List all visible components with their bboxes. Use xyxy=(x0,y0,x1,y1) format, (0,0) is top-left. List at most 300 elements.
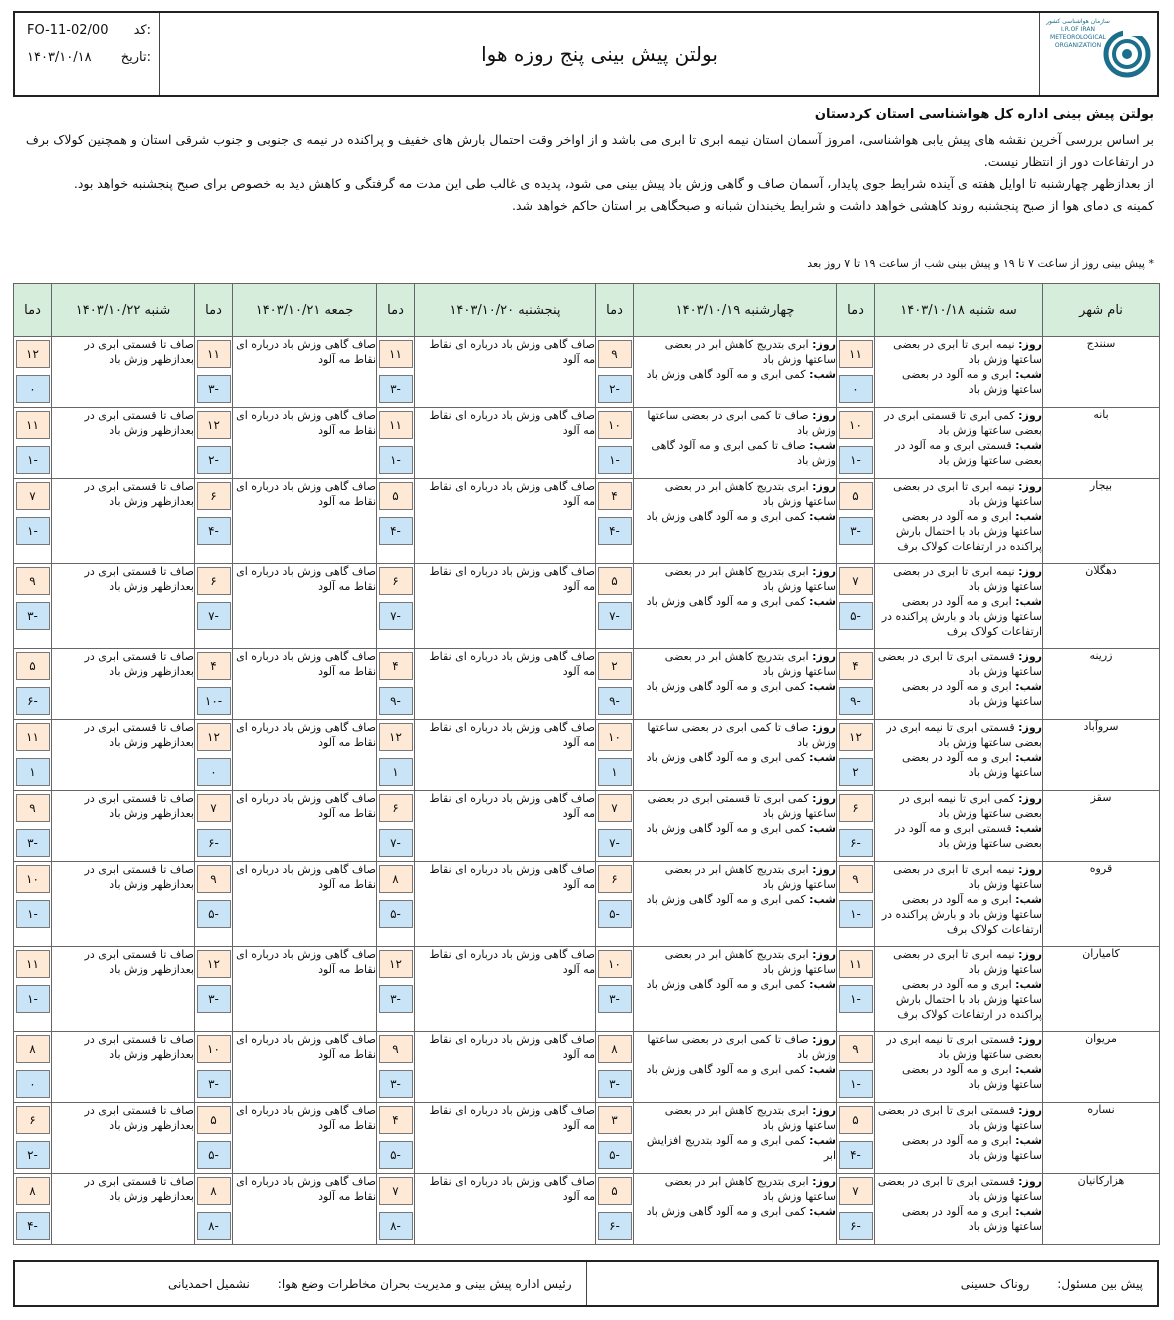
forecast-text: صاف گاهی وزش باد درباره ای نقاط مه آلود xyxy=(236,1033,376,1061)
temperature-cell xyxy=(195,408,233,479)
night-forecast: کمی ابری و مه آلود بتدریج افزایش ابر xyxy=(646,1134,836,1162)
min-temperature: -۲ xyxy=(16,1141,50,1169)
night-forecast: ابری و مه آلود در بعضی ساعتها وزش باد و بارش پراکنده در ارتفاعات کولاک برف xyxy=(881,595,1042,638)
max-temperature: ۵ xyxy=(839,482,873,510)
temperature-cell xyxy=(377,479,415,564)
min-temperature: -۴ xyxy=(839,1141,873,1169)
day-label: روز: xyxy=(1018,409,1042,422)
max-temperature: ۵ xyxy=(839,1106,873,1134)
min-temperature: -۳ xyxy=(379,985,413,1013)
forecast-cell xyxy=(52,564,195,649)
forecast-text: صاف تا قسمتی ابری در بعدازظهر وزش باد xyxy=(84,1175,194,1203)
temp-column-header: دما xyxy=(377,284,415,337)
page-title: بولتن پیش بینی پنج روزه هوا xyxy=(481,42,718,66)
day-column-header: سه شنبه ۱۴۰۳/۱۰/۱۸ xyxy=(875,284,1043,337)
day-label: روز: xyxy=(1018,863,1042,876)
max-temperature: ۱۰ xyxy=(598,723,632,751)
temperature-cell xyxy=(837,649,875,720)
table-row xyxy=(14,649,1160,720)
day-label: روز: xyxy=(812,1175,836,1188)
forecast-text: صاف گاهی وزش باد درباره ای نقاط مه آلود xyxy=(429,721,595,749)
max-temperature: ۹ xyxy=(598,340,632,368)
forecast-text: صاف تا قسمتی ابری در بعدازظهر وزش باد xyxy=(84,863,194,891)
temperature-cell xyxy=(14,337,52,408)
temperature-cell xyxy=(596,1103,634,1174)
max-temperature: ۱۲ xyxy=(16,340,50,368)
forecast-cell xyxy=(634,791,837,862)
city-name: کامیاران xyxy=(1043,947,1160,1032)
day-forecast: نیمه ابری تا ابری در بعضی ساعتها وزش باد xyxy=(893,863,1042,891)
night-forecast: ابری و مه آلود در بعضی ساعتها وزش باد xyxy=(901,751,1042,779)
max-temperature: ۶ xyxy=(379,567,413,595)
min-temperature: ۱ xyxy=(16,758,50,786)
forecast-text: صاف تا قسمتی ابری در بعدازظهر وزش باد xyxy=(84,480,194,508)
day-label: روز: xyxy=(812,792,836,805)
forecast-text: صاف گاهی وزش باد درباره ای نقاط مه آلود xyxy=(236,650,376,678)
forecast-cell xyxy=(52,1103,195,1174)
forecast-cell xyxy=(52,791,195,862)
day-forecast: ابری بتدریج کاهش ابر در بعضی ساعتها وزش باد xyxy=(664,338,836,366)
day-label: روز: xyxy=(812,948,836,961)
temperature-cell xyxy=(377,947,415,1032)
day-forecast: ابری بتدریج کاهش ابر در بعضی ساعتها وزش باد xyxy=(664,1104,836,1132)
forecast-cell xyxy=(415,1103,596,1174)
forecast-cell xyxy=(415,479,596,564)
bulletin-footer xyxy=(13,1260,1159,1307)
temperature-cell xyxy=(377,649,415,720)
temperature-cell xyxy=(377,408,415,479)
night-forecast: کمی ابری و مه آلود گاهی وزش باد xyxy=(646,1205,806,1218)
temperature-cell xyxy=(14,720,52,791)
max-temperature: ۸ xyxy=(197,1177,231,1205)
day-forecast: صاف تا کمی ابری در بعضی ساعتها وزش باد xyxy=(647,409,836,437)
max-temperature: ۱۲ xyxy=(197,723,231,751)
forecast-table xyxy=(13,283,1160,1245)
temperature-cell xyxy=(837,408,875,479)
head-signature xyxy=(15,1262,586,1305)
min-temperature: ۱ xyxy=(598,758,632,786)
day-label: روز: xyxy=(1018,338,1042,351)
day-forecast: ابری بتدریج کاهش ابر در بعضی ساعتها وزش باد xyxy=(664,650,836,678)
max-temperature: ۱۰ xyxy=(839,411,873,439)
forecast-cell xyxy=(415,564,596,649)
night-label: شب: xyxy=(809,680,836,693)
max-temperature: ۹ xyxy=(197,865,231,893)
min-temperature: -۱ xyxy=(16,517,50,545)
max-temperature: ۱۱ xyxy=(16,411,50,439)
min-temperature: -۲ xyxy=(598,375,632,403)
min-temperature: -۷ xyxy=(598,602,632,630)
temperature-cell xyxy=(837,1174,875,1245)
max-temperature: ۵ xyxy=(379,482,413,510)
temperature-cell xyxy=(14,947,52,1032)
max-temperature: ۹ xyxy=(839,1035,873,1063)
night-label: شب: xyxy=(809,439,836,452)
forecast-text: صاف گاهی وزش باد درباره ای نقاط مه آلود xyxy=(236,948,376,976)
min-temperature: -۶ xyxy=(839,1212,873,1240)
night-forecast: کمی ابری و مه آلود گاهی وزش باد xyxy=(646,751,806,764)
forecast-cell xyxy=(415,947,596,1032)
min-temperature: -۱ xyxy=(598,446,632,474)
temperature-cell xyxy=(596,337,634,408)
day-forecast: ابری بتدریج کاهش ابر در بعضی ساعتها وزش باد xyxy=(664,480,836,508)
forecast-cell xyxy=(52,479,195,564)
city-name: سروآباد xyxy=(1043,720,1160,791)
min-temperature: -۶ xyxy=(839,829,873,857)
city-name: بیجار xyxy=(1043,479,1160,564)
forecast-text: صاف گاهی وزش باد درباره ای نقاط مه آلود xyxy=(429,1104,595,1132)
day-label: روز: xyxy=(812,863,836,876)
temp-column-header: دما xyxy=(195,284,233,337)
night-label: شب: xyxy=(809,1063,836,1076)
min-temperature: -۵ xyxy=(598,1141,632,1169)
min-temperature: ۰ xyxy=(839,375,873,403)
night-forecast: ابری و مه آلود در بعضی ساعتها وزش باد xyxy=(901,368,1042,396)
night-label: شب: xyxy=(1015,510,1042,523)
min-temperature: -۱ xyxy=(839,900,873,928)
max-temperature: ۴ xyxy=(197,652,231,680)
min-temperature: -۱ xyxy=(379,446,413,474)
day-forecast: کمی ابری تا قسمتی ابری در بعضی ساعتها وزش باد xyxy=(884,409,1042,437)
day-forecast: کمی ابری تا نیمه ابری در بعضی ساعتها وزش باد xyxy=(899,792,1042,820)
max-temperature: ۱۱ xyxy=(16,723,50,751)
max-temperature: ۵ xyxy=(16,652,50,680)
forecast-cell xyxy=(634,564,837,649)
city-name: دهگلان xyxy=(1043,564,1160,649)
organization-logo xyxy=(1039,13,1157,95)
min-temperature: -۴ xyxy=(16,1212,50,1240)
forecast-cell xyxy=(233,1032,377,1103)
min-temperature: ۲ xyxy=(839,758,873,786)
forecast-cell xyxy=(634,479,837,564)
min-temperature: -۴ xyxy=(197,517,231,545)
day-forecast: نیمه ابری تا ابری در بعضی ساعتها وزش باد xyxy=(893,948,1042,976)
city-name: سقز xyxy=(1043,791,1160,862)
forecast-cell xyxy=(634,337,837,408)
forecaster-label: پیش بین مسئول: xyxy=(1057,1276,1143,1291)
max-temperature: ۱۰ xyxy=(197,1035,231,1063)
night-forecast: ابری و مه آلود در بعضی ساعتها وزش باد xyxy=(901,1134,1042,1162)
table-row xyxy=(14,1032,1160,1103)
temperature-cell xyxy=(14,564,52,649)
temperature-cell xyxy=(837,1032,875,1103)
min-temperature: -۵ xyxy=(197,900,231,928)
forecast-text: صاف تا قسمتی ابری در بعدازظهر وزش باد xyxy=(84,721,194,749)
temperature-cell xyxy=(837,479,875,564)
min-temperature: -۵ xyxy=(197,1141,231,1169)
min-temperature: -۸ xyxy=(197,1212,231,1240)
max-temperature: ۶ xyxy=(197,482,231,510)
temperature-cell xyxy=(596,1032,634,1103)
forecast-cell xyxy=(634,720,837,791)
day-label: روز: xyxy=(812,565,836,578)
table-row xyxy=(14,1174,1160,1245)
max-temperature: ۱۰ xyxy=(598,411,632,439)
temperature-cell xyxy=(596,564,634,649)
max-temperature: ۱۲ xyxy=(379,950,413,978)
temperature-cell xyxy=(377,862,415,947)
day-label: روز: xyxy=(812,338,836,351)
min-temperature: -۱۰ xyxy=(197,687,231,715)
night-forecast: ابری و مه آلود در بعضی ساعتها وزش باد و بارش پراکنده در ارتفاعات کولاک برف xyxy=(881,893,1042,936)
min-temperature: -۵ xyxy=(379,1141,413,1169)
forecast-text: صاف گاهی وزش باد درباره ای نقاط مه آلود xyxy=(236,1175,376,1203)
night-forecast: کمی ابری و مه آلود گاهی وزش باد xyxy=(646,595,806,608)
max-temperature: ۱۰ xyxy=(16,865,50,893)
forecast-cell xyxy=(233,791,377,862)
temp-column-header: دما xyxy=(596,284,634,337)
day-column-header: پنجشنبه ۱۴۰۳/۱۰/۲۰ xyxy=(415,284,596,337)
max-temperature: ۵ xyxy=(598,1177,632,1205)
forecast-summary xyxy=(24,104,1154,217)
forecast-text: صاف گاهی وزش باد درباره ای نقاط مه آلود xyxy=(429,863,595,891)
max-temperature: ۶ xyxy=(197,567,231,595)
temperature-cell xyxy=(195,1174,233,1245)
forecast-cell xyxy=(233,947,377,1032)
night-forecast: کمی ابری و مه آلود گاهی وزش باد xyxy=(646,680,806,693)
temperature-cell xyxy=(837,337,875,408)
day-label: روز: xyxy=(1018,1175,1042,1188)
city-name: هزارکانیان xyxy=(1043,1174,1160,1245)
max-temperature: ۸ xyxy=(379,865,413,893)
forecast-cell xyxy=(875,408,1043,479)
day-forecast: ابری بتدریج کاهش ابر در بعضی ساعتها وزش باد xyxy=(664,948,836,976)
day-column-header: چهارشنبه ۱۴۰۳/۱۰/۱۹ xyxy=(634,284,837,337)
max-temperature: ۳ xyxy=(598,1106,632,1134)
night-label: شب: xyxy=(809,751,836,764)
min-temperature: -۶ xyxy=(16,687,50,715)
head-name: نشمیل احمدیانی xyxy=(167,1276,250,1291)
temperature-cell xyxy=(195,1103,233,1174)
forecast-cell xyxy=(233,479,377,564)
min-temperature: -۶ xyxy=(598,1212,632,1240)
day-label: روز: xyxy=(1018,650,1042,663)
day-forecast: کمی ابری تا قسمتی ابری در بعضی ساعتها وزش باد xyxy=(647,792,836,820)
max-temperature: ۴ xyxy=(598,482,632,510)
day-label: روز: xyxy=(812,1104,836,1117)
day-forecast: قسمتی ابری تا نیمه ابری در بعضی ساعتها وزش باد xyxy=(886,1033,1042,1061)
temperature-cell xyxy=(377,1174,415,1245)
forecast-text: صاف تا قسمتی ابری در بعدازظهر وزش باد xyxy=(84,409,194,437)
temperature-cell xyxy=(837,947,875,1032)
date-label: تاریخ: xyxy=(120,50,151,65)
forecast-cell xyxy=(875,862,1043,947)
code-label: کد: xyxy=(133,23,151,38)
forecast-cell xyxy=(875,947,1043,1032)
night-forecast: ابری و مه آلود در بعضی ساعتها وزش باد xyxy=(901,680,1042,708)
day-label: روز: xyxy=(812,1033,836,1046)
forecast-cell xyxy=(875,649,1043,720)
forecast-cell xyxy=(415,1174,596,1245)
forecast-text: صاف تا قسمتی ابری در بعدازظهر وزش باد xyxy=(84,650,194,678)
max-temperature: ۷ xyxy=(16,482,50,510)
min-temperature: -۳ xyxy=(197,1070,231,1098)
day-label: روز: xyxy=(1018,1033,1042,1046)
forecast-cell xyxy=(875,791,1043,862)
forecast-cell xyxy=(52,720,195,791)
night-label: شب: xyxy=(1015,978,1042,991)
forecast-cell xyxy=(233,337,377,408)
forecast-cell xyxy=(875,720,1043,791)
table-row xyxy=(14,408,1160,479)
day-column-header: جمعه ۱۴۰۳/۱۰/۲۱ xyxy=(233,284,377,337)
temperature-cell xyxy=(837,791,875,862)
max-temperature: ۱۲ xyxy=(197,411,231,439)
day-label: روز: xyxy=(1018,480,1042,493)
temp-column-header: دما xyxy=(837,284,875,337)
max-temperature: ۴ xyxy=(839,652,873,680)
temperature-cell xyxy=(195,564,233,649)
temperature-cell xyxy=(14,791,52,862)
max-temperature: ۸ xyxy=(16,1177,50,1205)
min-temperature: -۳ xyxy=(197,375,231,403)
temperature-cell xyxy=(837,564,875,649)
max-temperature: ۹ xyxy=(16,567,50,595)
code-value: FO-11-02/00 xyxy=(27,23,109,38)
forecast-cell xyxy=(233,720,377,791)
min-temperature: -۳ xyxy=(598,985,632,1013)
day-label: روز: xyxy=(812,650,836,663)
temperature-cell xyxy=(195,862,233,947)
forecast-text: صاف گاهی وزش باد درباره ای نقاط مه آلود xyxy=(236,1104,376,1132)
temp-column-header: دما xyxy=(14,284,52,337)
max-temperature: ۱۱ xyxy=(839,950,873,978)
forecast-cell xyxy=(52,337,195,408)
day-label: روز: xyxy=(1018,948,1042,961)
max-temperature: ۲ xyxy=(598,652,632,680)
forecast-cell xyxy=(233,408,377,479)
forecast-time-note: * پیش بینی روز از ساعت ۷ تا ۱۹ و پیش بینی شب از ساعت ۱۹ تا ۷ روز بعد xyxy=(807,257,1154,270)
min-temperature: -۷ xyxy=(598,829,632,857)
forecast-text: صاف تا قسمتی ابری در بعدازظهر وزش باد xyxy=(84,565,194,593)
forecast-cell xyxy=(875,1032,1043,1103)
forecast-cell xyxy=(634,1103,837,1174)
min-temperature: -۱ xyxy=(839,1070,873,1098)
temperature-cell xyxy=(596,791,634,862)
night-label: شب: xyxy=(809,822,836,835)
night-forecast: ابری و مه آلود در بعضی ساعتها وزش باد xyxy=(901,1205,1042,1233)
temperature-cell xyxy=(14,649,52,720)
max-temperature: ۹ xyxy=(839,865,873,893)
logo-text: سازمان هواشناسی کشور I.R.OF IRAN METEOROLOGICAL ORGANIZATION xyxy=(1046,18,1110,49)
night-label: شب: xyxy=(809,368,836,381)
max-temperature: ۴ xyxy=(379,652,413,680)
night-forecast: کمی ابری و مه آلود گاهی وزش باد xyxy=(646,893,806,906)
table-row xyxy=(14,1103,1160,1174)
table-row xyxy=(14,479,1160,564)
night-label: شب: xyxy=(809,510,836,523)
forecast-cell xyxy=(875,564,1043,649)
temperature-cell xyxy=(596,649,634,720)
night-label: شب: xyxy=(809,1205,836,1218)
min-temperature: -۴ xyxy=(598,517,632,545)
night-label: شب: xyxy=(1015,1134,1042,1147)
forecast-cell xyxy=(52,1032,195,1103)
forecast-cell xyxy=(233,862,377,947)
night-label: شب: xyxy=(809,978,836,991)
max-temperature: ۱۲ xyxy=(839,723,873,751)
forecast-cell xyxy=(415,649,596,720)
min-temperature: -۷ xyxy=(197,602,231,630)
max-temperature: ۶ xyxy=(379,794,413,822)
forecast-text: صاف گاهی وزش باد درباره ای نقاط مه آلود xyxy=(236,480,376,508)
min-temperature: -۱ xyxy=(16,446,50,474)
temperature-cell xyxy=(195,649,233,720)
forecast-cell xyxy=(233,1174,377,1245)
forecast-text: صاف گاهی وزش باد درباره ای نقاط مه آلود xyxy=(429,1033,595,1061)
night-forecast: قسمتی ابری و مه آلود در بعضی ساعتها وزش باد xyxy=(895,822,1042,850)
forecast-cell xyxy=(634,862,837,947)
max-temperature: ۴ xyxy=(379,1106,413,1134)
night-label: شب: xyxy=(1015,751,1042,764)
summary-title: بولتن پیش بینی اداره کل هواشناسی استان کردستان xyxy=(814,107,1154,122)
max-temperature: ۱۱ xyxy=(197,340,231,368)
logo-spiral-icon xyxy=(1103,21,1151,87)
max-temperature: ۵ xyxy=(598,567,632,595)
table-row xyxy=(14,862,1160,947)
forecast-text: صاف تا قسمتی ابری در بعدازظهر وزش باد xyxy=(84,1033,194,1061)
day-forecast: نیمه ابری تا ابری در بعضی ساعتها وزش باد xyxy=(893,338,1042,366)
max-temperature: ۷ xyxy=(379,1177,413,1205)
city-name: مریوان xyxy=(1043,1032,1160,1103)
min-temperature: -۳ xyxy=(598,1070,632,1098)
max-temperature: ۹ xyxy=(16,794,50,822)
forecast-text: صاف گاهی وزش باد درباره ای نقاط مه آلود xyxy=(236,863,376,891)
temperature-cell xyxy=(596,720,634,791)
max-temperature: ۷ xyxy=(598,794,632,822)
night-forecast: ابری و مه آلود در بعضی ساعتها وزش باد با احتمال بارش پراکنده در ارتفاعات کولاک برف xyxy=(895,978,1042,1021)
min-temperature: ۱ xyxy=(379,758,413,786)
max-temperature: ۷ xyxy=(197,794,231,822)
temperature-cell xyxy=(377,1032,415,1103)
min-temperature: -۷ xyxy=(379,602,413,630)
night-label: شب: xyxy=(1015,822,1042,835)
temperature-cell xyxy=(837,862,875,947)
forecast-text: صاف تا قسمتی ابری در بعدازظهر وزش باد xyxy=(84,948,194,976)
city-name: زرینه xyxy=(1043,649,1160,720)
night-forecast: کمی ابری و مه آلود گاهی وزش باد xyxy=(646,1063,806,1076)
max-temperature: ۱۱ xyxy=(379,340,413,368)
min-temperature: ۰ xyxy=(197,758,231,786)
forecast-text: صاف تا قسمتی ابری در بعدازظهر وزش باد xyxy=(84,792,194,820)
day-forecast: نیمه ابری تا ابری در بعضی ساعتها وزش باد xyxy=(893,565,1042,593)
forecast-text: صاف گاهی وزش باد درباره ای نقاط مه آلود xyxy=(429,1175,595,1203)
temperature-cell xyxy=(596,947,634,1032)
night-label: شب: xyxy=(809,595,836,608)
max-temperature: ۹ xyxy=(379,1035,413,1063)
forecast-cell xyxy=(634,1174,837,1245)
table-row xyxy=(14,720,1160,791)
forecast-text: صاف گاهی وزش باد درباره ای نقاط مه آلود xyxy=(236,565,376,593)
night-forecast: کمی ابری و مه آلود گاهی وزش باد xyxy=(646,368,806,381)
forecast-cell xyxy=(634,1032,837,1103)
forecast-text: صاف گاهی وزش باد درباره ای نقاط مه آلود xyxy=(429,565,595,593)
night-label: شب: xyxy=(1015,1063,1042,1076)
forecast-text: صاف گاهی وزش باد درباره ای نقاط مه آلود xyxy=(429,792,595,820)
temperature-cell xyxy=(14,1103,52,1174)
forecaster-name: روناک حسینی xyxy=(960,1276,1030,1291)
temperature-cell xyxy=(14,1174,52,1245)
min-temperature: -۱ xyxy=(839,985,873,1013)
max-temperature: ۱۱ xyxy=(839,340,873,368)
night-forecast: کمی ابری و مه آلود گاهی وزش باد xyxy=(646,822,806,835)
forecast-cell xyxy=(875,479,1043,564)
max-temperature: ۱۰ xyxy=(598,950,632,978)
forecast-cell xyxy=(415,337,596,408)
city-name: قروه xyxy=(1043,862,1160,947)
max-temperature: ۷ xyxy=(839,567,873,595)
min-temperature: -۳ xyxy=(379,1070,413,1098)
